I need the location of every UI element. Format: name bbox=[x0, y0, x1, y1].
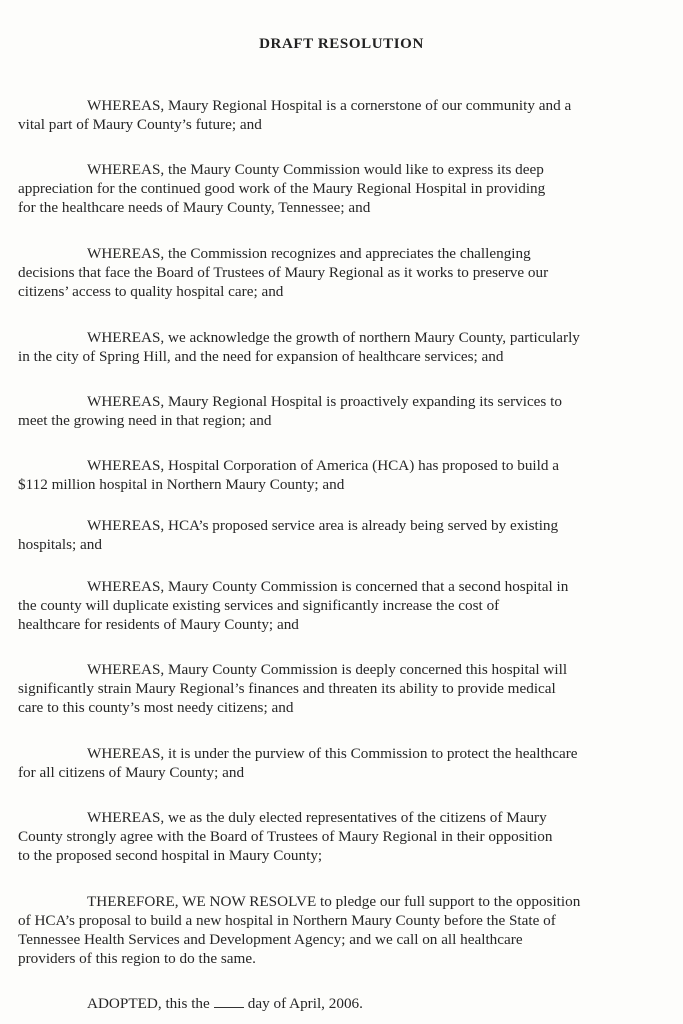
whereas-paragraph-5 bbox=[18, 392, 660, 430]
paragraph-line: care to this county’s most needy citizens; and bbox=[18, 699, 294, 716]
whereas-paragraph-3 bbox=[18, 244, 660, 301]
paragraph-line: providers of this region to do the same. bbox=[18, 950, 256, 967]
paragraph-line: healthcare for residents of Maury County; and bbox=[18, 616, 299, 633]
paragraph-line: WHEREAS, it is under the purview of this Commission to protect the healthcare bbox=[87, 745, 578, 762]
paragraph-line: Tennessee Health Services and Development Agency; and we call on all healthcare bbox=[18, 931, 523, 948]
paragraph-line: WHEREAS, Maury County Commission is concerned that a second hospital in bbox=[87, 578, 569, 595]
paragraph-line: to the proposed second hospital in Maury County; bbox=[18, 847, 323, 864]
paragraph-line: WHEREAS, we as the duly elected representatives of the citizens of Maury bbox=[87, 809, 547, 826]
adopted-text-before: ADOPTED, this the bbox=[87, 995, 210, 1012]
document-title: DRAFT RESOLUTION bbox=[259, 36, 424, 52]
whereas-paragraph-11 bbox=[18, 808, 660, 865]
adopted-text-after: day of April, 2006. bbox=[247, 995, 363, 1012]
whereas-paragraph-6 bbox=[18, 456, 660, 494]
paragraph-line: meet the growing need in that region; and bbox=[18, 412, 272, 429]
paragraph-line: WHEREAS, we acknowledge the growth of northern Maury County, particularly bbox=[87, 329, 580, 346]
paragraph-line: significantly strain Maury Regional’s finances and threaten its ability to provide medical bbox=[18, 680, 556, 697]
paragraph-line: WHEREAS, Maury Regional Hospital is a cornerstone of our community and a bbox=[87, 97, 572, 114]
paragraph-line: County strongly agree with the Board of Trustees of Maury Regional in their opposition bbox=[18, 828, 553, 845]
paragraph-line: WHEREAS, Hospital Corporation of America (HCA) has proposed to build a bbox=[87, 457, 559, 474]
whereas-paragraph-8 bbox=[18, 577, 660, 634]
paragraph-line: for all citizens of Maury County; and bbox=[18, 764, 245, 781]
paragraph-line: WHEREAS, the Maury County Commission would like to express its deep bbox=[87, 161, 544, 178]
paragraph-line: THEREFORE, WE NOW RESOLVE to pledge our full support to the opposition bbox=[87, 893, 581, 910]
paragraph-line: WHEREAS, HCA’s proposed service area is already being served by existing bbox=[87, 517, 559, 534]
adopted-line bbox=[87, 995, 363, 1013]
whereas-paragraph-10 bbox=[18, 744, 660, 782]
paragraph-line: of HCA’s proposal to build a new hospital in Northern Maury County before the State of bbox=[18, 912, 556, 929]
paragraph-line: citizens’ access to quality hospital care; and bbox=[18, 283, 284, 300]
whereas-paragraph-9 bbox=[18, 660, 660, 717]
whereas-paragraph-1 bbox=[18, 96, 660, 134]
therefore-paragraph bbox=[18, 892, 660, 968]
day-blank-line bbox=[214, 995, 244, 1008]
whereas-paragraph-4 bbox=[18, 328, 660, 366]
whereas-paragraph-2 bbox=[18, 160, 660, 217]
paragraph-line: WHEREAS, Maury Regional Hospital is proactively expanding its services to bbox=[87, 393, 562, 410]
paragraph-line: for the healthcare needs of Maury County, Tennessee; and bbox=[18, 199, 371, 216]
paragraph-line: vital part of Maury County’s future; and bbox=[18, 116, 262, 133]
paragraph-line: in the city of Spring Hill, and the need for expansion of healthcare services; and bbox=[18, 348, 504, 365]
paragraph-line: WHEREAS, Maury County Commission is deeply concerned this hospital will bbox=[87, 661, 568, 678]
paragraph-line: the county will duplicate existing services and significantly increase the cost of bbox=[18, 597, 500, 614]
paragraph-line: WHEREAS, the Commission recognizes and appreciates the challenging bbox=[87, 245, 531, 262]
paragraph-line: $112 million hospital in Northern Maury County; and bbox=[18, 476, 345, 493]
whereas-paragraph-7 bbox=[18, 516, 660, 554]
paragraph-line: decisions that face the Board of Trustees of Maury Regional as it works to preserve our bbox=[18, 264, 549, 281]
paragraph-line: hospitals; and bbox=[18, 536, 102, 553]
paragraph-line: appreciation for the continued good work of the Maury Regional Hospital in providing bbox=[18, 180, 546, 197]
